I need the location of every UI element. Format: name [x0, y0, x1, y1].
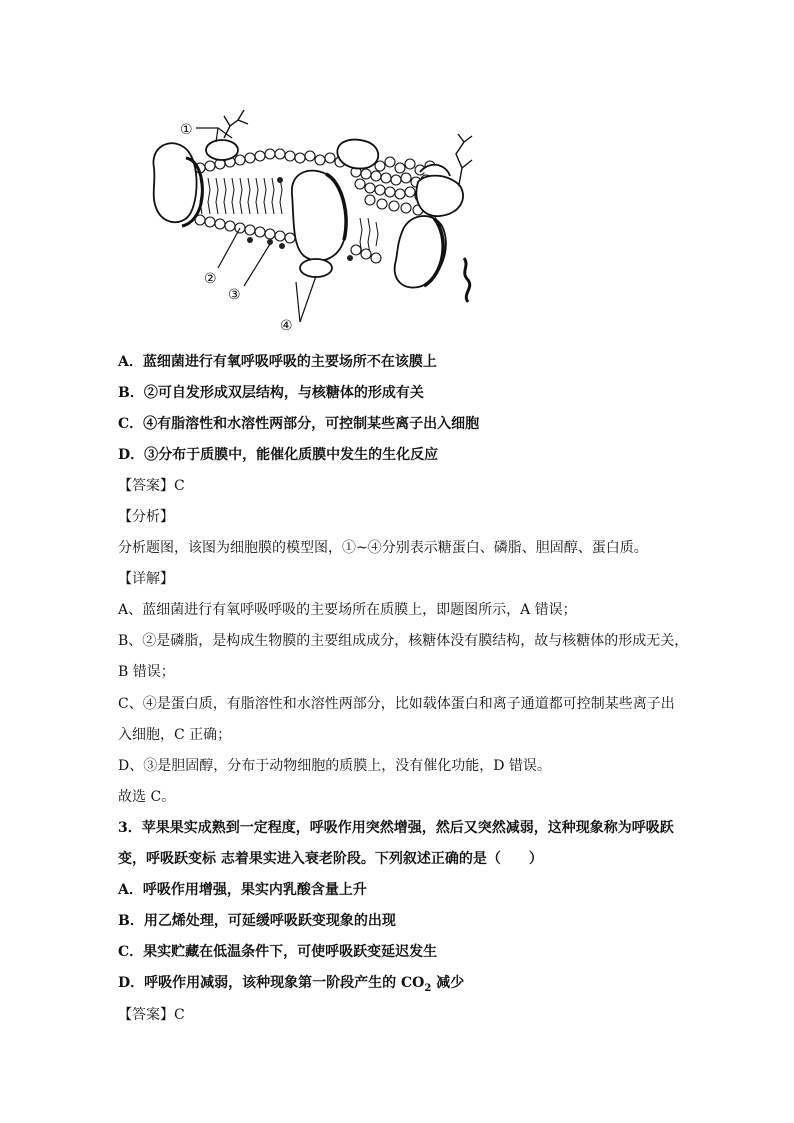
q2-option-a: A．蓝细菌进行有氧呼吸呼吸的主要场所不在该膜上	[118, 354, 437, 370]
label-3: ③	[228, 287, 241, 303]
glycolipid-chain	[464, 258, 470, 302]
detail-line: 故选 C。	[118, 789, 176, 805]
label-4: ④	[280, 318, 293, 334]
protein-top-right	[337, 140, 378, 169]
protein-top	[206, 140, 238, 160]
q3-option-a: A．呼吸作用增强，果实内乳酸含量上升	[118, 882, 367, 898]
q3-option-d-subscript: 2	[424, 982, 432, 994]
q3-stem-line: 变，呼吸跃变标 志着果实进入衰老阶段。下列叙述正确的是（ ）	[118, 851, 543, 867]
detail-line: C、④是蛋白质，有脂溶性和水溶性两部分，比如载体蛋白和离子通道都可控制某些离子出	[118, 696, 675, 712]
protein-left	[153, 143, 196, 222]
cell-membrane-diagram	[120, 98, 500, 338]
label-1: ①	[180, 122, 193, 138]
q3-option-c: C．果实贮藏在低温条件下，可使呼吸跃变延迟发生	[118, 944, 438, 960]
detail-line: D、③是胆固醇，分布于动物细胞的质膜上，没有催化功能，D 错误。	[118, 758, 551, 774]
glycoprotein-chain	[224, 110, 248, 138]
glycoprotein-chain-right	[456, 134, 472, 190]
analysis-text: 分析题图，该图为细胞膜的模型图，①~④分别表示糖蛋白、磷脂、胆固醇、蛋白质。	[118, 540, 648, 556]
protein-right	[416, 176, 463, 217]
q3-option-d	[118, 973, 464, 999]
detail-line: 入细胞，C 正确；	[118, 727, 232, 743]
q3-option-d-tail: 减少	[431, 975, 465, 991]
analysis-heading: 【分析】	[118, 509, 174, 525]
detail-line: A、蓝细菌进行有氧呼吸呼吸的主要场所在质膜上，即题图所示，A 错误；	[118, 602, 577, 618]
q3-option-d-text: D．呼吸作用减弱，该种现象第一阶段产生的 CO	[118, 975, 425, 991]
label-2: ②	[204, 271, 217, 287]
detail-line: B、②是磷脂，是构成生物膜的主要组成成分，核糖体没有膜结构，故与核糖体的形成无关，	[118, 633, 689, 649]
detail-line: B 错误；	[118, 664, 175, 680]
q2-answer: 【答案】C	[118, 478, 185, 494]
q2-option-b: B．②可自发形成双层结构，与核糖体的形成有关	[118, 385, 424, 401]
q3-option-b: B．用乙烯处理，可延缓呼吸跃变现象的出现	[118, 913, 396, 929]
protein-center-lower	[300, 259, 332, 277]
q2-option-d: D．③分布于质膜中，能催化质膜中发生的生化反应	[118, 447, 439, 463]
q3-answer: 【答案】C	[118, 1007, 185, 1023]
q2-option-c: C．④有脂溶性和水溶性两部分，可控制某些离子出入细胞	[118, 416, 480, 432]
q3-stem-line: 3．苹果果实成熟到一定程度，呼吸作用突然增强，然后又突然减弱，这种现象称为呼吸跃	[118, 820, 674, 836]
detail-heading: 【详解】	[118, 571, 174, 587]
